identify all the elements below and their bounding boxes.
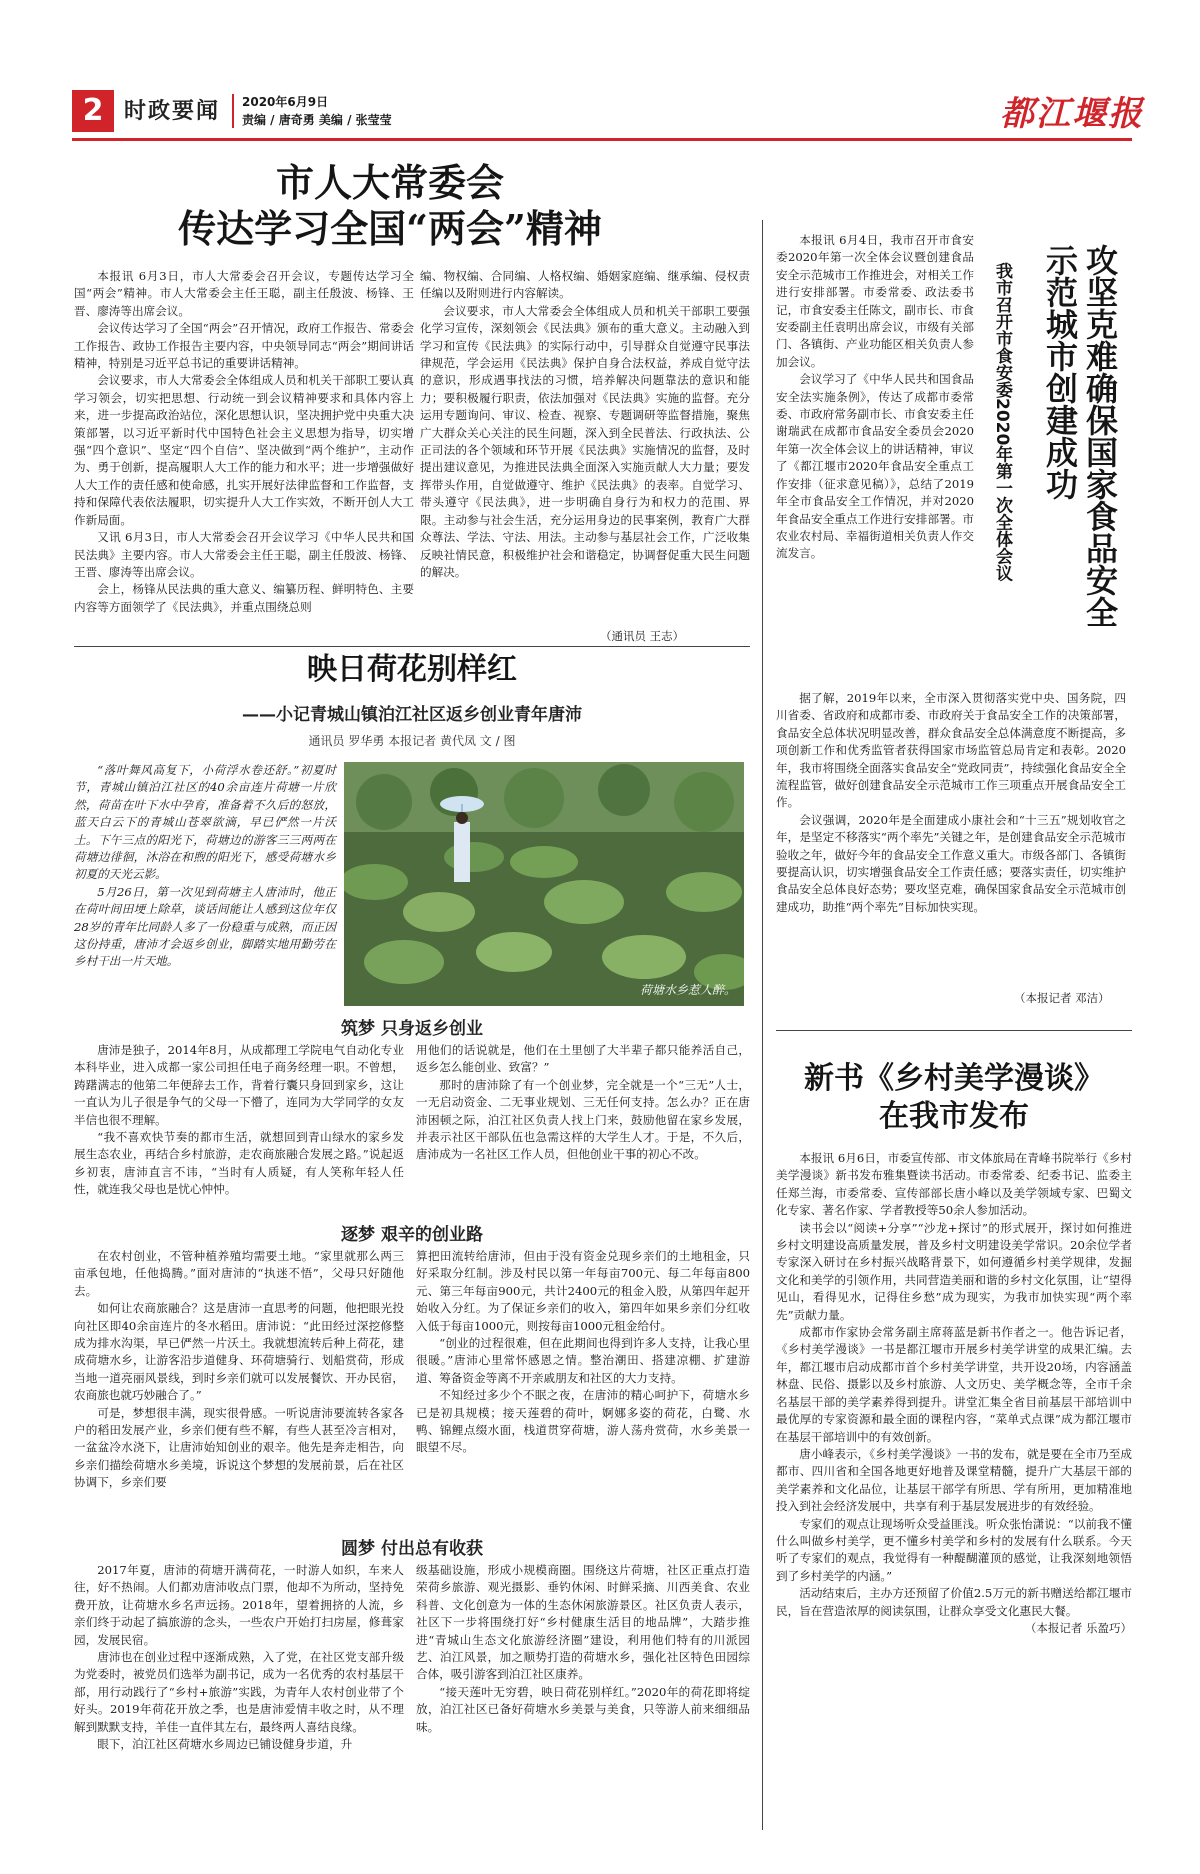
article1-paragraph: 又讯 6月3日，市人大常委会召开会议学习《中华人民共和国民法典》主要内容。市人大常委会主任王聪，副主任殷波、杨锋、王晋、廖涛等出席会议。 (74, 530, 414, 579)
article-divider (776, 1030, 1132, 1031)
article3-credit: （本报记者 邓洁） (1014, 991, 1110, 1005)
article2-paragraph: 在农村创业，不管种植养殖均需要土地。“家里就那么两三亩承包地，任他捣腾。”面对唐沛的“执迷不悟”，父母只好随他去。 (74, 1249, 404, 1298)
article1-credit: （通讯员 王志） (600, 629, 685, 643)
article2-sec3-column1 (74, 1562, 404, 1753)
article2-paragraph: 如何让农商旅融合？这是唐沛一直思考的问题，他把眼光投向社区即40余亩连片的冬水稻田。唐沛说：“此田经过深挖修整成为排水沟渠，早已俨然一片沃土。我就想流转后种上荷花，建成荷塘水乡，让游客沿步道健身、环荷塘骑行、划船赏荷，形成当地一道亮丽风景线，到时乡亲们就可以发展餐饮、开办民宿，农商旅也就巧妙融合了。” (74, 1301, 404, 1403)
header-rule (72, 138, 1132, 141)
article2-sec2-column1 (74, 1248, 404, 1492)
article2-paragraph: 不知经过多少个不眠之夜，在唐沛的精心呵护下，荷塘水乡已是初具规模；接天莲碧的荷叶，婀娜多姿的荷花，白鹭、水鸭、锦鲤点缀水面，栈道贯穿荷塘，游人荡舟赏荷，水乡美景一眼望不尽。 (416, 1388, 750, 1455)
article2-paragraph: 级基础设施，形成小规模商圈。围绕这片荷塘，社区正重点打造荣荷乡旅游、观光摄影、垂钓休闲、时鲜采摘、川西美食、农业科普、文化创意为一体的生态休闲旅游景区。社区负责人表示，社区下一步将围绕打好“乡村健康生活目的地品牌”，大踏步推进“青城山生态文化旅游经济圈”建设，利用他们特有的川派园艺、泊江风景，加之顺势打造的荷塘水乡，强化社区特色田园综合体，吸引游客到泊江社区康养。 (416, 1563, 750, 1682)
article3-paragraph: 会议强调，2020年是全面建成小康社会和“十三五”规划收官之年，是坚定不移落实“两个率先”关键之年，是创建食品安全示范城市验收之年，做好今年的食品安全工作意义重大。市级各部门、各镇街要提高认识，切实增强食品安全工作责任感；要落实责任，切实维护食品安全总体良好态势；要攻坚克难，确保国家食品安全示范城市创建成功，助推“两个率先”目标加快实现。 (776, 812, 1126, 914)
article2-paragraph: 用他们的话说就是，他们在土里刨了大半辈子都只能养活自己，返乡怎么能创业、致富？” (416, 1043, 750, 1075)
article1-headline (130, 160, 650, 252)
article2-sec1-column2 (416, 1042, 750, 1164)
article2-intro-paragraph: “落叶舞风高复下，小荷浮水卷还舒。”初夏时节，青城山镇泊江社区的40余亩连片荷塘一片欣然，荷苗在叶下水中孕育，准备着不久后的怒放，蓝天白云下的青城山苍翠欲滴，早已俨然一片沃土。下午三点的阳光下，荷塘边的游客三三两两在荷塘边徘徊，沐浴在和煦的阳光下，感受荷塘水乡初夏的天光云影。 (74, 763, 336, 882)
article3-headline (1040, 244, 1120, 664)
article1-column1 (74, 268, 414, 616)
article2-intro-paragraph: 5月26日，第一次见到荷塘主人唐沛时，他正在荷叶间田埂上除草，谈话间能让人感到这位年仅28岁的青年比同龄人多了一份稳重与成熟，而正因这份持重，唐沛才会返乡创业，脚踏实地用勤劳在乡村干出一片天地。 (74, 884, 336, 969)
section-heading-fulfil-dream: 圆梦 付出总有收获 (341, 1539, 483, 1559)
article2-headline: 映日荷花别样红 (307, 652, 517, 687)
article2-paragraph: 那时的唐沛除了有一个创业梦，完全就是一个“三无”人士，一无启动资金、二无事业规划、三无任何支持。怎么办？正在唐沛困顿之际，泊江社区负责人找上门来，鼓励他留在家乡发展，并表示社区干部队伍也急需这样的大学生人才。于是，不久后，唐沛成为一名社区工作人员，但他创业干事的初心不改。 (416, 1077, 750, 1162)
article3-headline-line2: 示范城市创建成功 (1041, 244, 1079, 500)
column-separator (762, 220, 763, 1830)
article4-headline-line1: 新书《乡村美学漫谈》 (804, 1061, 1104, 1096)
header-divider (232, 94, 234, 128)
article4-credit: （本报记者 乐盈巧） (1024, 1620, 1132, 1635)
article2-paragraph: 算把田流转给唐沛，但由于没有资金兑现乡亲们的土地租金，只好采取分红制。涉及村民以第一年每亩700元、每二年每亩800元、第三年每亩900元，共计2400元的租金入股，从第四年起开始收入分红。为了保证乡亲们的收入，第四年如果乡亲们分红收入低于每亩1000元，则按每亩1000元租金给付。 (416, 1249, 750, 1333)
article3-headline-line1: 攻坚克难确保国家食品安全 (1081, 244, 1119, 628)
article2-sec1-column1 (74, 1042, 404, 1199)
article2-byline: 通讯员 罗华勇 本报记者 黄代凤 文 / 图 (308, 734, 516, 748)
article1-paragraph: 会议要求，市人大常委会全体组成人员和机关干部职工要强化学习宣传，深刻领会《民法典》颁布的重大意义。主动融入到学习和宣传《民法典》的实际行动中，引导群众自觉遵守民事法律规范，学会运用《民法典》保护自身合法权益，养成自觉守法的意识，形成遇事找法的习惯，培养解决问题靠法的意识和能力；要积极履行职责，依法加强对《民法典》实施的监督。充分运用专题询问、审议、检查、视察、专题调研等监督措施，聚焦广大群众关心关注的民生问题，深入到全民普法、行政执法、公正司法的各个领域和环节开展《民法典》实施情况的监督，及时提出建议意见，为推进民法典全面深入实施贡献人大力量；要发挥带头作用，自觉做遵守、维护《民法典》的表率。自觉学习、带头遵守《民法典》，进一步明确自身行为和权力的范围、界限。主动参与社会生活，充分运用身边的民事案例，教育广大群众尊法、学法、守法、用法。主动参与基层社会工作，广泛收集反映社情民意，积极维护社会和谐稳定，协调督促重大民生问题的解决。 (420, 303, 750, 579)
lotus-pond-photo (344, 762, 744, 1006)
article4-headline-line2: 在我市发布 (879, 1099, 1029, 1134)
section-name: 时政要闻 (124, 99, 221, 124)
newspaper-logo: 都江堰报 (1000, 94, 1144, 134)
article3-paragraph: 据了解，2019年以来，全市深入贯彻落实党中央、国务院，四川省委、省政府和成都市委、市政府关于食品安全工作的决策部署，食品安全总体状况明显改善，群众食品安全总体满意度不断提高，多项创新工作和优秀监管者获得国家市场监管总局肯定和表彰。2020年，我市将围绕全面落实食品安全“党政同责”，持续强化食品安全全流程监管，做好创建食品安全示范城市工作三项重点开展食品安全工作。 (776, 691, 1126, 810)
article1-paragraph: 本报讯 6月3日，市人大常委会召开会议，专题传达学习全国“两会”精神。市人大常委会主任王聪，副主任殷波、杨锋、王晋、廖涛等出席会议。 (74, 269, 414, 318)
article3-narrow-column (776, 232, 974, 563)
article2-subheadline: ——小记青城山镇泊江社区返乡创业青年唐沛 (242, 705, 582, 725)
editors-line: 责编 / 唐奇勇 美编 / 张莹莹 (242, 113, 392, 127)
article2-paragraph: “接天莲叶无穷碧，映日荷花别样红。”2020年的荷花即将绽放，泊江社区已备好荷塘水乡美景与美食，只等游人前来细细品味。 (416, 1684, 750, 1734)
article-divider (74, 646, 750, 647)
article2-paragraph: 眼下，泊江社区荷塘水乡周边已铺设健身步道，升 (97, 1737, 353, 1752)
article2-paragraph: “创业的过程很难，但在此期间也得到许多人支持，让我心里很暖。”唐沛心里常怀感恩之情。整治潮田、搭建凉棚、扩建游道、筹备资金等离不开亲戚朋友和社区的大力支持。 (416, 1336, 750, 1385)
article2-paragraph: 唐沛是独子，2014年8月，从成都理工学院电气自动化专业本科毕业，进入成都一家公司担任电子商务经理一职。不曾想，踌躇满志的他第二年便辞去工作，背着行囊只身回到家乡，这让一直认为儿子很是争气的父母一下懵了，连同为大学同学的女友半信也很不理解。 (74, 1043, 404, 1127)
article1-paragraph: 编、物权编、合同编、人格权编、婚姻家庭编、继承编、侵权责任编以及附则进行内容解读。 (420, 269, 750, 301)
article1-paragraph: 会议传达学习了全国“两会”召开情况，政府工作报告、常委会工作报告、政协工作报告主要内容，中央领导同志“两会”期间讲话精神，特别是习近平总书记的重要讲话精神。 (74, 321, 414, 371)
article2-paragraph: 唐沛也在创业过程中逐渐成熟，入了党，在社区党支部升级为党委时，被党员们选举为副书记，成为一名优秀的农村基层干部，用行动践行了“乡村+旅游”实践，为青年人农村创业带了个好头。2019年荷花开放之季，也是唐沛爱情丰收之时，从不理解到默默支持，羊佳一直伴其左右，最终两人喜结良缘。 (74, 1650, 404, 1734)
article2-sec2-column2 (416, 1248, 750, 1457)
article3-wide-column (776, 690, 1126, 916)
article2-paragraph: “我不喜欢快节奏的都市生活，就想回到青山绿水的家乡发展生态农业，再结合乡村旅游，走农商旅融合发展之路。”说起返乡初衷，唐沛直言不讳，“当时有人质疑，有人笑称年轻人任性，就连我父母也是忧心忡忡。 (74, 1130, 404, 1197)
article4-paragraph: 本报讯 6月6日，市委宣传部、市文体旅局在青峰书院举行《乡村美学漫谈》新书发布雅集暨读书活动。市委常委、纪委书记、监委主任郑兰海，市委常委、宣传部部长唐小峰以及美学领域专家、巴蜀文化专家、著名作家、学者教授等50余人参加活动。 (776, 1151, 1132, 1218)
article4-column (776, 1150, 1132, 1636)
section-heading-chase-dream: 逐梦 艰辛的创业路 (341, 1225, 483, 1245)
article1-column2 (420, 268, 750, 581)
article3-paragraph: 本报讯 6月4日，我市召开市食安委2020年第一次全体会议暨创建食品安全示范城市工作推进会，对相关工作进行安排部署。市委常委、政法委书记，市食安委主任陈文，副市长、市食安委副主任袁明出席会议，市级有关部门、各镇街、产业功能区相关负责人参加会议。 (776, 233, 974, 369)
article4-paragraph: 成都市作家协会常务副主席蒋蓝是新书作者之一。他告诉记者，《乡村美学漫谈》一书是都江堰市开展乡村美学讲堂的成果汇编。去年，都江堰市启动成都市首个乡村美学讲堂，共开设20场，内容涵盖林盘、民俗、摄影以及乡村旅游、人文历史、美学概念等，全市千余名基层干部的美学素养得到提升。讲堂汇集全省目前基层干部培训中最优厚的专家资源和最全面的课程内容，“菜单式点课”成为都江堰市在基层干部培训中的有效创新。 (776, 1325, 1132, 1444)
article4-paragraph: 专家们的观点让现场听众受益匪浅。听众张怡潇说：“以前我不懂什么叫做乡村美学，更不懂乡村美学和乡村的发展有什么联系。今天听了专家们的观点，我觉得有一种醍醐灌顶的感觉，让我深刻地领悟到了乡村美学的内涵。” (776, 1516, 1132, 1583)
article4-headline (776, 1060, 1132, 1136)
article1-headline-line2: 传达学习全国“两会”精神 (178, 206, 602, 251)
article4-paragraph: 读书会以“阅读+分享”“沙龙+探讨”的形式展开，探讨如何推进乡村文明建设高质量发展，普及乡村文明建设美学常识。20余位学者专家深入研讨在乡村振兴战略背景下，如何遵循乡村美学规律，发掘文化和美学的引领作用，共同营造美丽和谐的乡村文化氛围，让“望得见山，看得见水，记得住乡愁”成为现实，为我市加快实现“两个率先”贡献力量。 (776, 1220, 1132, 1322)
lotus-pond-illustration (344, 762, 744, 1006)
article1-headline-line1: 市人大常委会 (275, 160, 504, 205)
article3-subheadline: 我市召开市食安委2020年第一次全体会议 (992, 262, 1012, 582)
article3-paragraph: 会议学习了《中华人民共和国食品安全法实施条例》，传达了成都市委常委、市政府常务副市长、市食安委主任谢瑞武在成都市食品安全委员会2020年第一次全体会议上的讲话精神，审议了《都江堰市2020年食品安全重点工作安排（征求意见稿）》，总结了2019年全市食品安全工作情况，并对2020年食品安全重点工作进行安排部署。市农业农村局、幸福街道相关负责人作交流发言。 (776, 372, 974, 561)
article2-paragraph: 2017年夏，唐沛的荷塘开满荷花，一时游人如织，车来人往，好不热闹。人们都劝唐沛收点门票，他却不为所动，坚持免费开放，让荷塘水乡名声远扬。2018年，望着拥挤的人流，乡亲们终于动起了搞旅游的念头，一些农户开始打扫房屋，修葺家园，发展民宿。 (74, 1563, 404, 1647)
article2-intro (74, 762, 336, 971)
article2-paragraph: 可是，梦想很丰满，现实很骨感。一听说唐沛要流转各家各户的稻田发展产业，乡亲们便有些不解，有些人甚至冷言相对，一盆盆冷水浇下，让唐沛始知创业的艰辛。他先是奔走相告，向乡亲们描绘荷塘水乡美境，诉说这个梦想的发展前景，后在社区协调下，乡亲们要 (74, 1405, 404, 1490)
photo-caption: 荷塘水乡惹人醉。 (639, 983, 736, 997)
article1-paragraph: 会议要求，市人大常委会全体组成人员和机关干部职工要认真学习领会，切实把思想、行动统一到会议精神要求和具体内容上来，进一步提高政治站位，深化思想认识，坚决拥护党中央重大决策部署，以习近平新时代中国特色社会主义思想为指导，切实增强“四个意识”、坚定“四个自信”、坚决做到“两个维护”，主动作为、勇于创新，提高履职人大工作的能力和水平；进一步增强做好人大工作的责任感和使命感，扎实开展好法律监督和工作监督，支持和保障代表依法履职，切实提升人大工作实效，不断开创人大工作新局面。 (74, 373, 414, 527)
article4-paragraph: 活动结束后，主办方还预留了价值2.5万元的新书赠送给都江堰市民，旨在营造浓厚的阅读氛围，让群众享受文化惠民大餐。 (776, 1586, 1132, 1618)
article2-sec3-column2 (416, 1562, 750, 1736)
issue-date: 2020年6月9日 (242, 95, 329, 109)
article1-paragraph: 会上，杨锋从民法典的重大意义、编纂历程、鲜明特色、主要内容等方面领学了《民法典》，并重点围绕总则 (74, 582, 414, 614)
page-number: 2 (72, 90, 114, 132)
article4-paragraph: 唐小峰表示，《乡村美学漫谈》一书的发布，就是要在全市乃至成都市、四川省和全国各地更好地普及课堂精髓，提升广大基层干部的美学素养和文化品位，让基层干部学有所思、学有所用，更加精准地投入到社会经济发展中，共享有利于基层发展进步的有效经验。 (776, 1446, 1132, 1514)
section-heading-dream-return: 筑梦 只身返乡创业 (341, 1019, 483, 1039)
